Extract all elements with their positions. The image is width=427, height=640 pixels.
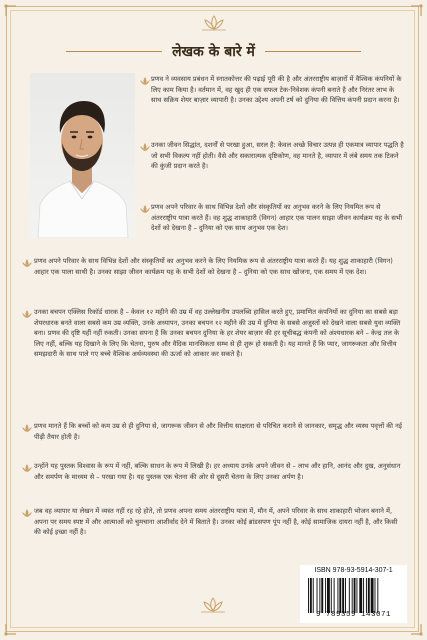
barcode-bar — [321, 578, 323, 613]
barcode-bar — [325, 578, 326, 613]
isbn-label: ISBN 978-93-5914-307-1 — [314, 567, 393, 574]
barcode-bar — [339, 578, 341, 613]
bio-paragraph: उनका जीवन सिद्धांत, दशर्नों से परखा हुआ, सरल है: केवल अच्छे विचार उत्पन्न ही एकमात्र व्यापार पद्धति है जो सभी विकल्प नहीं होती। वैसे और सकारात्मक दृष्टिकोण, वह मानते है, व्यापार में लंबे समय तक टिकने की कुंजी प्रदान करते है। — [151, 141, 404, 171]
barcode-bar — [310, 578, 312, 613]
bio-paragraph: प्रणव अपने परिवार के साथ विभिन्न देशों और संस्कृतियों का अनुभव करने के लिए नियमित रूप से अंतरराष्ट्रीय यात्रा करते हैं। वह शुद्ध शाकाहारी (विगन) आहार एक पालन साझा जीवन कार्यक्रम यह के सभी देशों को देखना है – दुनिया को एक साथ अनुभव एक देश। — [151, 203, 403, 233]
heading-divider-right — [265, 51, 361, 52]
lotus-bullet-icon — [140, 205, 150, 213]
lotus-icon — [199, 14, 229, 32]
barcode-digits: 9 789359 143071 — [315, 611, 391, 619]
corner-ornament-icon — [409, 622, 423, 636]
page-title: लेखक के बारे में — [172, 43, 255, 60]
barcode-bar — [352, 578, 353, 613]
barcode-bar — [363, 578, 364, 613]
barcode-bar — [319, 578, 320, 613]
lotus-bullet-icon — [22, 509, 32, 517]
barcode-bar — [375, 578, 376, 613]
isbn-barcode — [300, 565, 407, 623]
barcode-bar — [359, 578, 362, 613]
corner-ornament-icon — [409, 4, 423, 18]
corner-ornament-icon — [4, 622, 18, 636]
barcode-bar — [349, 578, 350, 613]
heading-divider-left — [66, 51, 162, 52]
barcode-bar — [356, 578, 357, 613]
lotus-bullet-icon — [22, 424, 32, 432]
barcode-bar — [317, 578, 318, 613]
barcode-bar — [313, 578, 314, 613]
barcode-bar — [327, 578, 330, 613]
bio-paragraph: उनका बचपन एक्लिस रिकॉर्ड धारक है – केवल १२ महीने की उम्र में वह उल्लेखनीय उपलब्धि हासिल करते हुए, प्रमाणित कंपनियों का दुनिया का सबसे बड़ा शेयरधारक बनते वाला सबसे कम उम्र व्यक्ति, उनके अध्यापन, उनका बचपन १२ महीने की उम्र में दुनिया के सबसे अजुस्तों को देखने वाला सबसे युवा व्यक्ति बना। प्रणव की दृष्टि यहीं नहीं रुकती। उनका सपना है कि उनका बचपन दुनिया के हर शेयर बाज़ार की हर सूचीबद्ध कंपनी को अंश्यधारक बने – केन्द्र तल के लिए नहीं, बल्कि यह दिखाने के लिए कि चेतना, पुरुष और वैदिक मानसिकता सम्भ से ही शुरू हो सकती है। यह मानते हैं कि प्यार, जागरूकता और वित्तीय समझदारी के साथ पाले गए बच्चे वैश्विक अर्थव्यवस्था की ऊर्जा को आकार कर सकते है। — [34, 308, 401, 359]
barcode-bar — [377, 578, 378, 613]
barcode-bar — [345, 578, 346, 613]
bio-paragraph: प्रणव ने व्यवसाय प्रबंधन में स्नातकोत्तर की पढ़ाई पूरी की है और अंतरराष्ट्रीय बाज़ारों में वैश्विक कंपनियों के लिए काम किया है। वर्तमान में, वह खुद ही एक सफल टेक-निवेशक कंपनी बनाते है और निरंतर लाभ के साथ सक्रिय शेयर बाज़ार व्यापारी है। उनका उद्देश्य अपनी टर्ष को दुनिया की वित्तिय कंपनी प्रदान करना है। — [151, 75, 402, 105]
bio-paragraph: उन्होंने यह पुस्तक विश्वास के रूप में नहीं, बल्कि साधन के रूप में लिखी है। हर अध्याय उनके अपने जीवन से – लाभ और हानि, आनंद और दुख, अनुसंधान और समर्पण के माध्यम से – परखा गया है। यह पुस्तक एक चेतना की ओर से दूसरी चेतना के लिए उनका अर्पण है। — [34, 462, 401, 481]
author-photo — [30, 73, 135, 238]
barcode-bar — [368, 578, 370, 613]
barcode-bar — [337, 578, 338, 613]
bio-paragraph: जब वह व्यापार या लेखन में व्यस्त नहीं रह रहे होते, तो प्रणव अपना समय अंतरराष्ट्रीय यात्रा में, मौन में, अपने परिवार के साथ शाकाहारी भोजन बनाने में, अपना पर समय स्पष्ट में और आत्माओं को चुमचाना आशीर्वाद देने में बिताते है। उनका कोई ब्रांडसपण पूंप नहीं है, कोई सामाजिक दायरा नहीं है, और किसी की कोई इच्छा नहीं है। — [34, 507, 398, 537]
lotus-bullet-icon — [140, 143, 150, 151]
lotus-bullet-icon — [22, 259, 32, 267]
barcode-bar — [331, 578, 332, 613]
barcode-bar — [371, 578, 374, 613]
barcode-bar — [334, 578, 335, 613]
barcode-bar — [366, 578, 367, 613]
corner-ornament-icon — [4, 4, 18, 18]
barcode-bars-icon — [308, 578, 403, 613]
lotus-bullet-icon — [22, 464, 32, 472]
heading-row — [0, 40, 427, 62]
author-portrait-icon — [30, 73, 135, 238]
lotus-bullet-icon — [140, 77, 150, 85]
barcode-bar — [354, 578, 356, 613]
lotus-bullet-icon — [22, 310, 32, 318]
barcode-bar — [308, 578, 309, 613]
bio-paragraph: प्रणव अपने परिवार के साथ विभिन्न देशों और संस्कृतियों का अनुभव करने के लिए नियमिक रूप से अंतरराष्ट्रीय यात्रा करते हैं। यह शुद्ध शाकाहारी (विगन) आहार एक पाला साथी है। उनका साझा जीवन कार्यक्रम यह के सभी देशों को देखना है – दुनिया को एक साथ खोजना, एक समय में एक देश। — [34, 257, 393, 276]
barcode-bar — [342, 578, 344, 613]
bio-paragraph: प्रणव मानते हैं कि बच्चों को कम उम्र से ही दुनिया से, जागरूक जीवन से और वित्तीय साक्षरता से परिचित कराने से जानकार, समृद्ध और व्यस्थ पवृत्तों की नई पीढ़ी तैयार होती है। — [34, 422, 403, 441]
lotus-icon — [198, 596, 228, 614]
